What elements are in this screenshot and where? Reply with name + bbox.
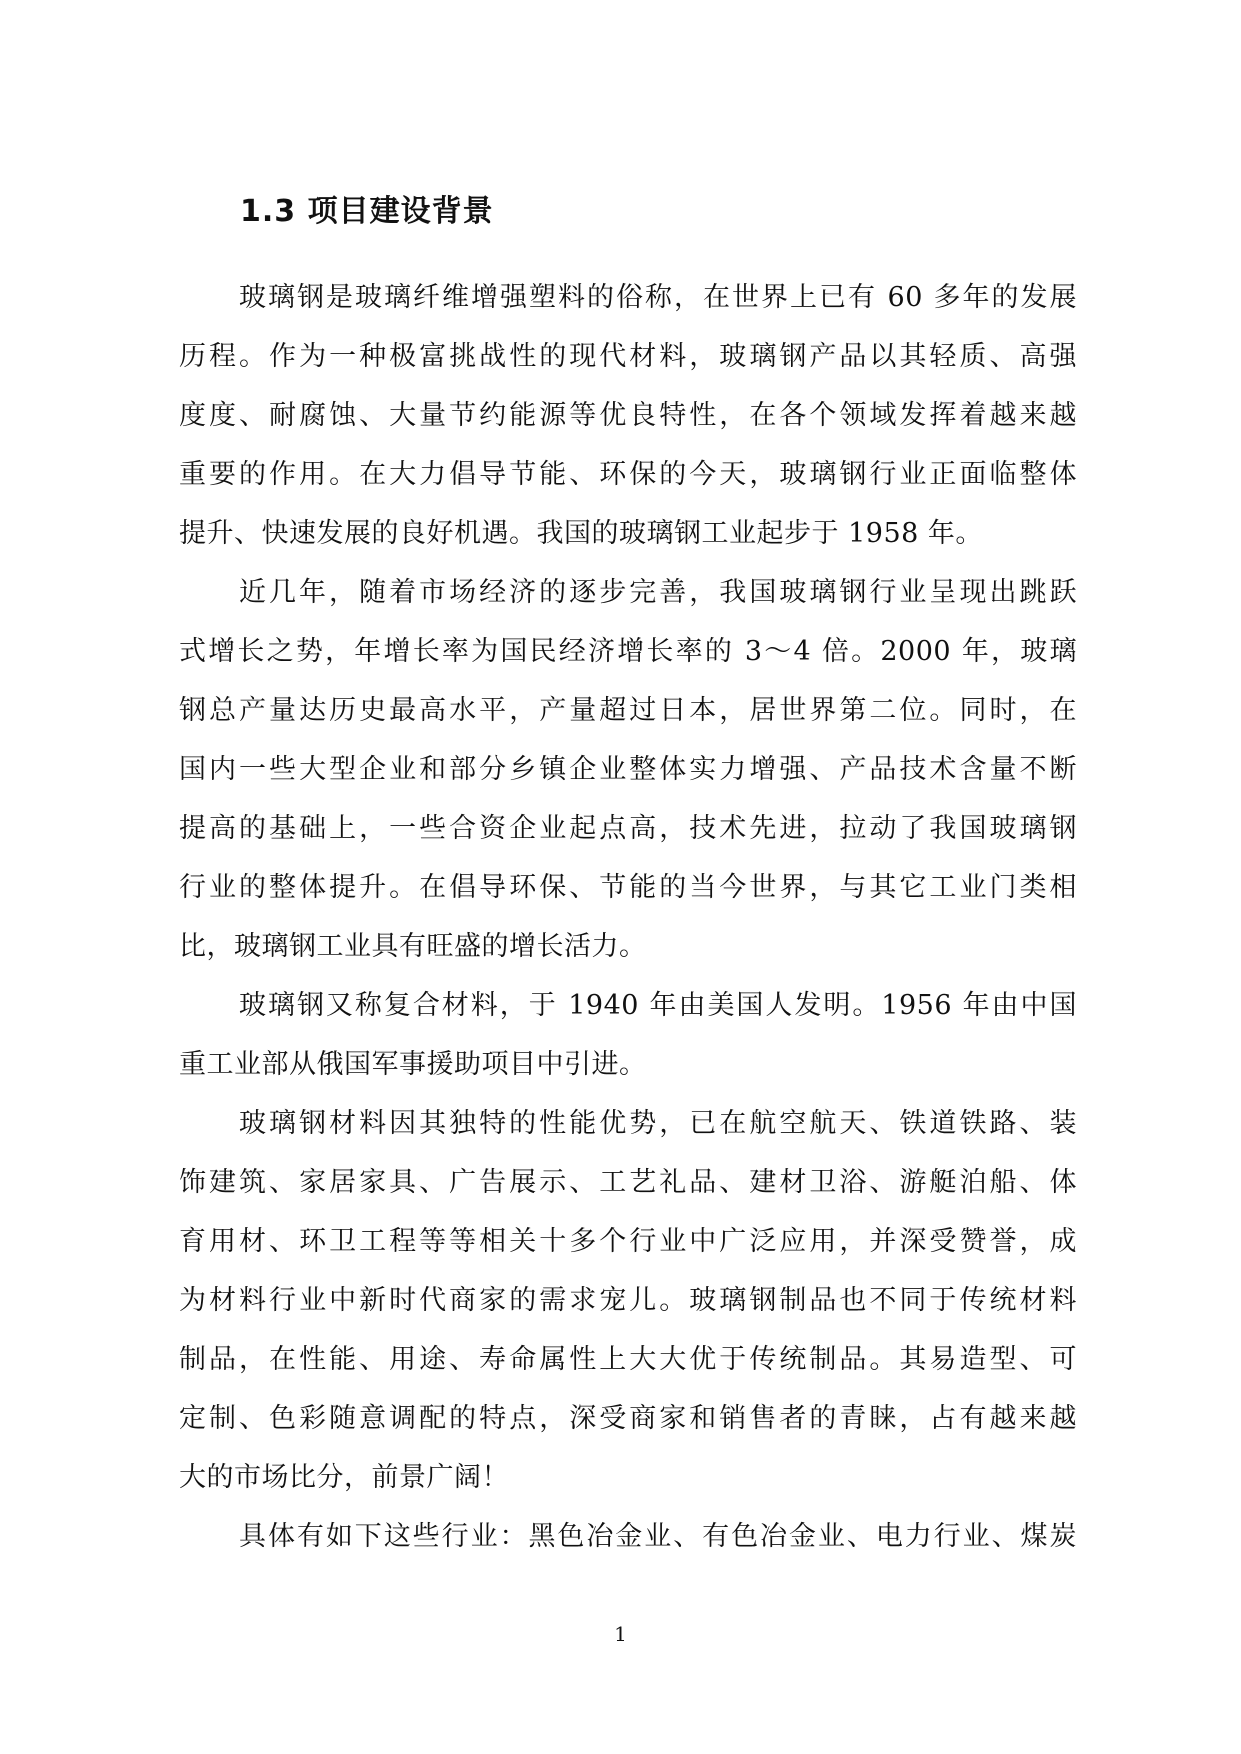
text-line: 为材料行业中新时代商家的需求宠儿。玻璃钢制品也不同于传统材料 bbox=[179, 1285, 1077, 1316]
text-line: 式增长之势，年增长率为国民经济增长率的 3～4 倍。2000 年，玻璃 bbox=[179, 636, 1077, 667]
text-line: 行业的整体提升。在倡导环保、节能的当今世界，与其它工业门类相 bbox=[179, 872, 1077, 903]
paragraph-1 bbox=[179, 268, 1077, 563]
text-line: 重要的作用。在大力倡导节能、环保的今天，玻璃钢行业正面临整体 bbox=[179, 459, 1077, 490]
text-line: 国内一些大型企业和部分乡镇企业整体实力增强、产品技术含量不断 bbox=[179, 754, 1077, 785]
section-heading: 1.3 项目建设背景 bbox=[240, 194, 494, 229]
text-line: 育用材、环卫工程等等相关十多个行业中广泛应用，并深受赞誉，成 bbox=[179, 1226, 1077, 1257]
text-line: 饰建筑、家居家具、广告展示、工艺礼品、建材卫浴、游艇泊船、体 bbox=[179, 1167, 1077, 1198]
text-line: 定制、色彩随意调配的特点，深受商家和销售者的青睐，占有越来越 bbox=[179, 1403, 1077, 1434]
paragraph-4 bbox=[179, 1094, 1077, 1507]
text-line: 钢总产量达历史最高水平，产量超过日本，居世界第二位。同时，在 bbox=[179, 695, 1077, 726]
text-line: 度度、耐腐蚀、大量节约能源等优良特性，在各个领域发挥着越来越 bbox=[179, 400, 1077, 431]
text-line: 提升、快速发展的良好机遇。我国的玻璃钢工业起步于 1958 年。 bbox=[179, 518, 983, 549]
paragraph-2 bbox=[179, 563, 1077, 976]
text-line: 近几年，随着市场经济的逐步完善，我国玻璃钢行业呈现出跳跃 bbox=[239, 577, 1077, 608]
text-line: 提高的基础上，一些合资企业起点高，技术先进，拉动了我国玻璃钢 bbox=[179, 813, 1077, 844]
text-line: 玻璃钢是玻璃纤维增强塑料的俗称，在世界上已有 60 多年的发展 bbox=[239, 282, 1077, 313]
body-text bbox=[179, 268, 1077, 1566]
text-line: 大的市场比分，前景广阔！ bbox=[179, 1462, 509, 1493]
paragraph-3 bbox=[179, 976, 1077, 1094]
text-line: 比，玻璃钢工业具有旺盛的增长活力。 bbox=[179, 931, 647, 962]
text-line: 玻璃钢材料因其独特的性能优势，已在航空航天、铁道铁路、装 bbox=[239, 1108, 1077, 1139]
text-line: 制品，在性能、用途、寿命属性上大大优于传统制品。其易造型、可 bbox=[179, 1344, 1077, 1375]
text-line: 玻璃钢又称复合材料，于 1940 年由美国人发明。1956 年由中国 bbox=[239, 990, 1077, 1021]
page-number: 1 bbox=[614, 1622, 627, 1646]
text-line: 重工业部从俄国军事援助项目中引进。 bbox=[179, 1049, 647, 1080]
paragraph-5 bbox=[179, 1507, 1077, 1566]
text-line: 具体有如下这些行业：黑色冶金业、有色冶金业、电力行业、煤炭 bbox=[239, 1521, 1077, 1552]
text-line: 历程。作为一种极富挑战性的现代材料，玻璃钢产品以其轻质、高强 bbox=[179, 341, 1077, 372]
